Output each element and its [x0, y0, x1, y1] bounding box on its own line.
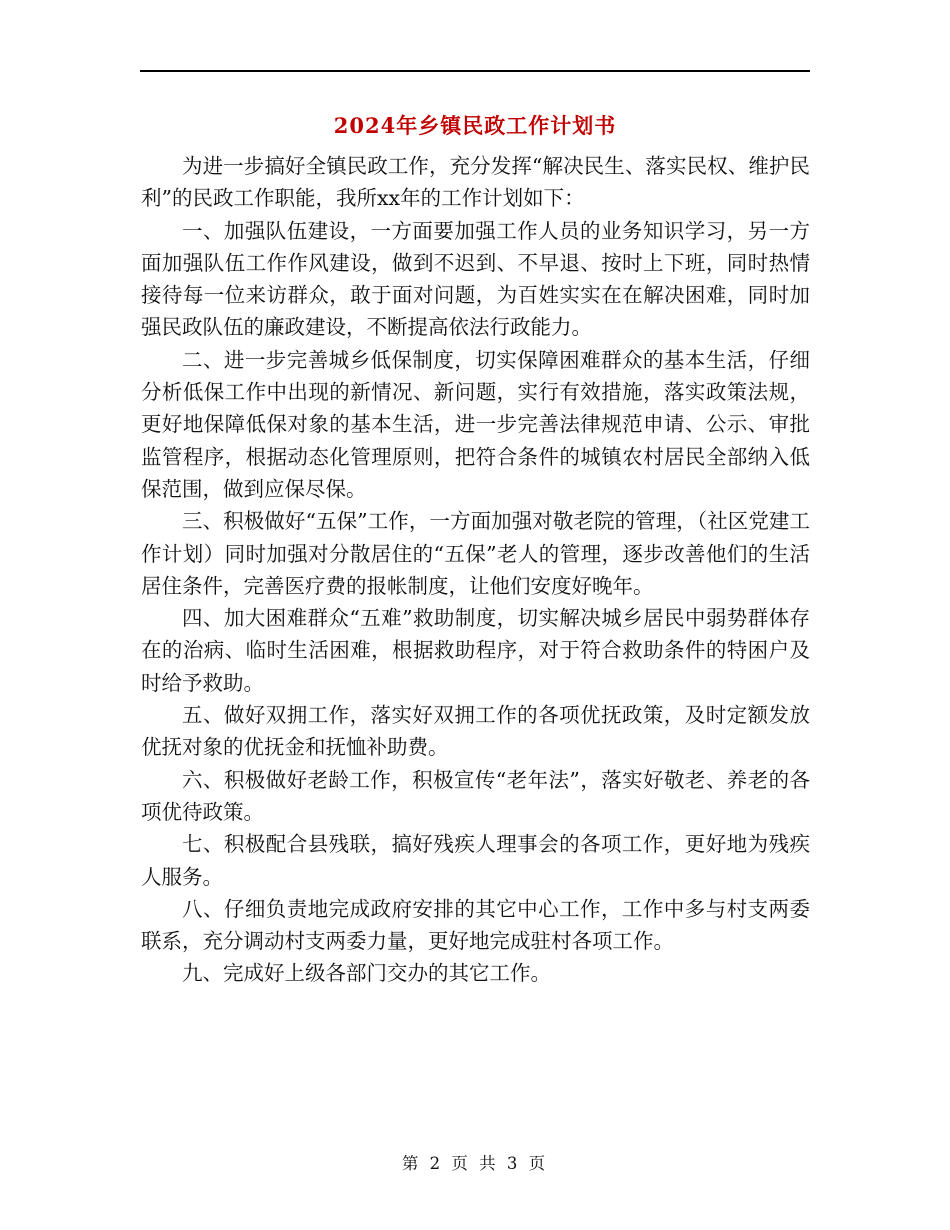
paragraph-item-9: 九、完成好上级各部门交办的其它工作。: [182, 961, 551, 986]
document-body: [141, 150, 810, 990]
paragraph-item-5: 五、做好双拥工作，落实好双拥工作的各项优抚政策，及时定额发放优抚对象的优抚金和抚恤补助费。: [141, 703, 810, 760]
paragraph-item-1: 一、加强队伍建设，一方面要加强工作人员的业务知识学习，另一方面加强队伍工作作风建设，做到不迟到、不早退、按时上下班，同时热情接待每一位来访群众，敢于面对问题，为百姓实实在在解决困难，同时加强民政队伍的廉政建设，不断提高依法行政能力。: [141, 218, 810, 340]
paragraph-item-2: 二、进一步完善城乡低保制度，切实保障困难群众的基本生活，仔细分析低保工作中出现的新情况、新问题，实行有效措施，落实政策法规，更好地保障低保对象的基本生活，进一步完善法律规范申请、公示、审批监管程序，根据动态化管理原则，把符合条件的城镇农村居民全部纳入低保范围，做到应保尽保。: [141, 347, 810, 501]
header-rule: [140, 70, 810, 72]
paragraph-item-8: 八、仔细负责地完成政府安排的其它中心工作，工作中多与村支两委联系，充分调动村支两委力量，更好地完成驻村各项工作。: [141, 896, 810, 954]
paragraph-item-3: 三、积极做好“五保”工作，一方面加强对敬老院的管理，（社区党建工作计划）同时加强对分散居住的“五保”老人的管理，逐步改善他们的生活居住条件，完善医疗费的报帐制度，让他们安度好晚年。: [141, 509, 810, 598]
paragraph-item-4: 四、加大困难群众“五难”救助制度，切实解决城乡居民中弱势群体存在的治病、临时生活困难，根据救助程序，对于符合救助条件的特困户及时给予救助。: [141, 606, 810, 695]
paragraph-item-7: 七、积极配合县残联，搞好残疾人理事会的各项工作，更好地为残疾人服务。: [141, 832, 810, 889]
page-number: 第 2 页 共 3 页: [401, 1154, 549, 1173]
paragraph-intro: 为进一步搞好全镇民政工作，充分发挥“解决民生、落实民权、维护民利”的民政工作职能，我所xx年的工作计划如下：: [141, 154, 810, 211]
document-title: 2024年乡镇民政工作计划书: [333, 113, 617, 138]
paragraph-item-6: 六、积极做好老龄工作，积极宣传“老年法”，落实好敬老、养老的各项优待政策。: [141, 767, 810, 824]
